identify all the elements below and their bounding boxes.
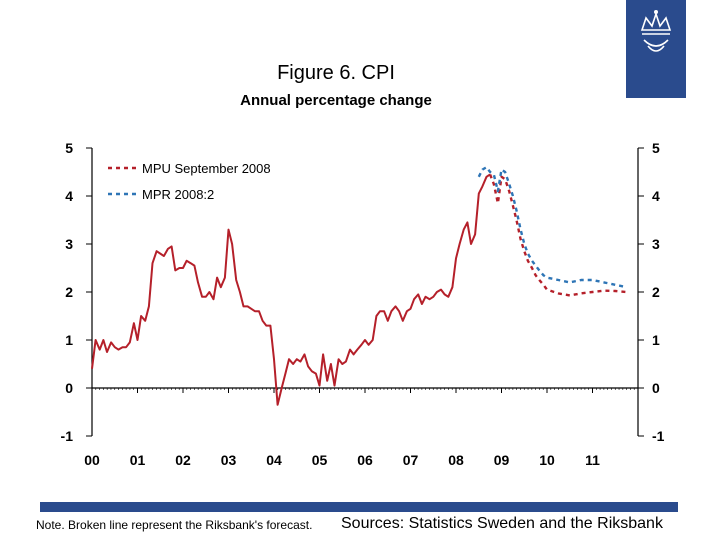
x-tick-label: 04 bbox=[266, 452, 282, 468]
forecast-note: Note. Broken line represent the Riksbank's forecast. bbox=[36, 518, 313, 532]
y-tick-label-right: 1 bbox=[652, 332, 660, 348]
x-tick-label: 10 bbox=[539, 452, 555, 468]
x-tick-label: 07 bbox=[402, 452, 419, 468]
x-tick-label: 00 bbox=[84, 452, 100, 468]
legend-label-mpr: MPR 2008:2 bbox=[142, 187, 215, 202]
legend-label-mpu: MPU September 2008 bbox=[142, 161, 271, 176]
y-tick-label-right: -1 bbox=[652, 428, 665, 444]
y-tick-label-left: 0 bbox=[65, 380, 73, 396]
chart-title: Figure 6. CPI bbox=[277, 62, 395, 84]
x-tick-label: 05 bbox=[311, 452, 328, 468]
series-line-mpu bbox=[490, 174, 626, 295]
y-tick-label-left: 1 bbox=[65, 332, 73, 348]
footer-bar bbox=[40, 502, 678, 512]
x-tick-label: 03 bbox=[220, 452, 237, 468]
chart-subtitle: Annual percentage change bbox=[240, 92, 432, 109]
y-tick-label-left: 5 bbox=[65, 140, 73, 156]
x-tick-label: 09 bbox=[493, 452, 510, 468]
y-tick-label-left: 3 bbox=[65, 236, 73, 252]
y-tick-label-left: 2 bbox=[65, 284, 73, 300]
series-line-cpi bbox=[92, 174, 490, 404]
y-tick-label-left: 4 bbox=[65, 188, 73, 204]
x-tick-label: 02 bbox=[175, 452, 191, 468]
y-tick-label-right: 3 bbox=[652, 236, 660, 252]
x-tick-label: 01 bbox=[129, 452, 146, 468]
y-tick-label-right: 4 bbox=[652, 188, 660, 204]
cpi-line-chart bbox=[0, 130, 720, 475]
y-tick-label-right: 5 bbox=[652, 140, 660, 156]
sources-text: Sources: Statistics Sweden and the Riksbank bbox=[341, 515, 663, 532]
x-tick-label: 11 bbox=[585, 452, 600, 468]
y-tick-label-right: 2 bbox=[652, 284, 660, 300]
x-tick-label: 08 bbox=[448, 452, 464, 468]
x-tick-label: 06 bbox=[357, 452, 373, 468]
y-tick-label-left: -1 bbox=[60, 428, 73, 444]
y-tick-label-right: 0 bbox=[652, 380, 660, 396]
